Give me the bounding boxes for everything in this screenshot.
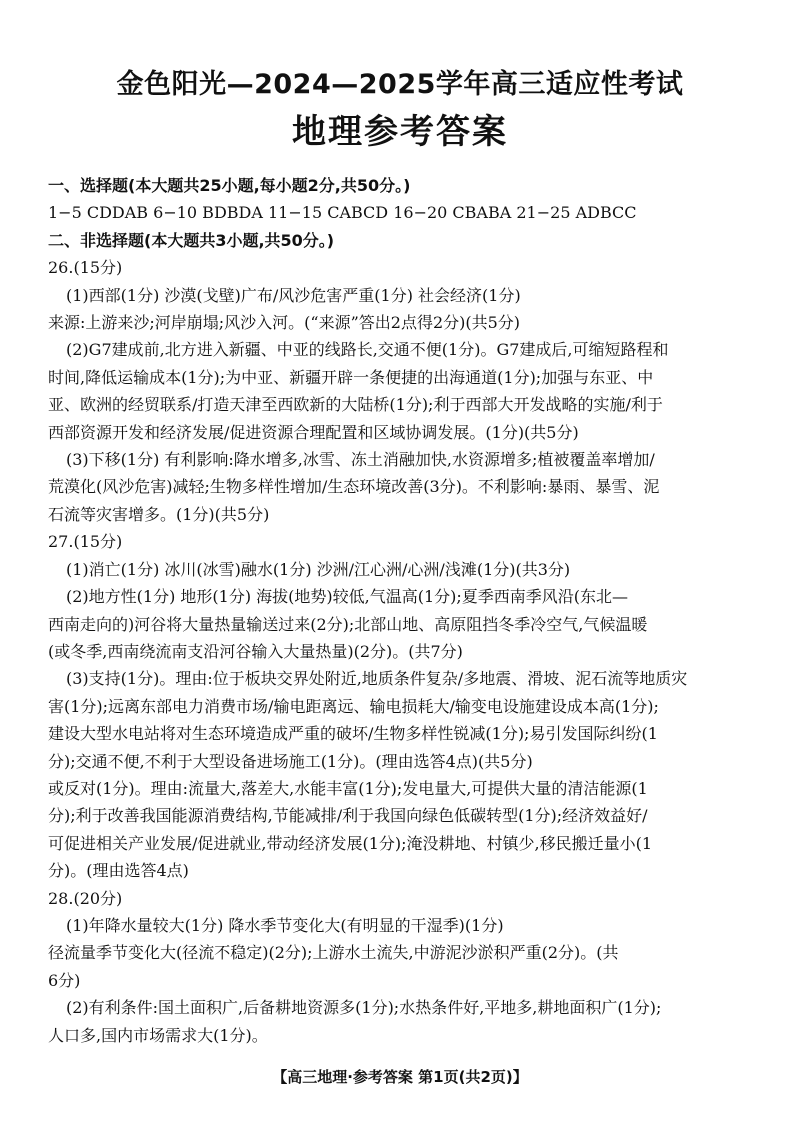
answer-line: 西部资源开发和经济发展/促进资源合理配置和区域协调发展。(1分)(共5分) bbox=[48, 422, 579, 442]
page-footer: 【高三地理·参考答案 第1页(共2页)】 bbox=[272, 1068, 528, 1086]
exam-title: 金色阳光—2024—2025学年高三适应性考试 bbox=[116, 69, 684, 100]
answer-line: 亚、欧洲的经贸联系/打造天津至西欧新的大陆桥(1分);利于西部大开发战略的实施/利于 bbox=[48, 395, 663, 415]
answer-line: (1)消亡(1分) 冰川(冰雪)融水(1分) 沙洲/江心洲/心洲/浅滩(1分)(共3分) bbox=[66, 559, 571, 579]
choice-answers: 1−5 CDDAB 6−10 BDBDA 11−15 CABCD 16−20 CBABA 21−25 ADBCC bbox=[48, 203, 637, 223]
answer-line: 荒漠化(风沙危害)减轻;生物多样性增加/生态环境改善(3分)。不利影响:暴雨、暴雪、泥 bbox=[48, 477, 660, 497]
answer-line: 或反对(1分)。理由:流量大,落差大,水能丰富(1分);发电量大,可提供大量的清洁能源(1 bbox=[48, 778, 648, 798]
answer-line: (1)年降水量较大(1分) 降水季节变化大(有明显的干湿季)(1分) bbox=[66, 915, 504, 935]
question-28-head: 28.(20分) bbox=[48, 888, 123, 908]
answer-line: 径流量季节变化大(径流不稳定)(2分);上游水土流失,中游泥沙淤积严重(2分)。(共 bbox=[48, 943, 619, 963]
answer-line: (2)G7建成前,北方进入新疆、中亚的线路长,交通不便(1分)。G7建成后,可缩短路程和 bbox=[66, 340, 669, 360]
answer-line: 害(1分);远离东部电力消费市场/输电距离远、输电损耗大/输变电设施建设成本高(1分); bbox=[48, 696, 659, 716]
question-27-head: 27.(15分) bbox=[48, 532, 123, 552]
question-26-head: 26.(15分) bbox=[48, 258, 123, 278]
answer-line: (或冬季,西南绕流南支沿河谷输入大量热量)(2分)。(共7分) bbox=[48, 641, 463, 661]
answer-line: 6分) bbox=[48, 970, 81, 990]
answer-line: (1)西部(1分) 沙漠(戈壁)广布/风沙危害严重(1分) 社会经济(1分) bbox=[66, 285, 521, 305]
document-title: 地理参考答案 bbox=[292, 112, 508, 152]
section-heading-choice: 一、选择题(本大题共25小题,每小题2分,共50分。) bbox=[48, 176, 411, 195]
answer-line: 分)。(理由选答4点) bbox=[48, 861, 189, 881]
answer-line: 分);交通不便,不利于大型设备进场施工(1分)。(理由选答4点)(共5分) bbox=[48, 751, 533, 771]
answer-line: 时间,降低运输成本(1分);为中亚、新疆开辟一条便捷的出海通道(1分);加强与东亚、中 bbox=[48, 367, 654, 387]
answer-line: 人口多,国内市场需求大(1分)。 bbox=[48, 1025, 268, 1045]
answer-line: 来源:上游来沙;河岸崩塌;风沙入河。(“来源”答出2点得2分)(共5分) bbox=[48, 313, 521, 333]
section-heading-nonchoice: 二、非选择题(本大题共3小题,共50分。) bbox=[48, 230, 335, 250]
answer-line: 可促进相关产业发展/促进就业,带动经济发展(1分);淹没耕地、村镇少,移民搬迁量小(1 bbox=[48, 833, 653, 853]
answer-line: 建设大型水电站将对生态环境造成严重的破坏/生物多样性锐减(1分);易引发国际纠纷(1 bbox=[48, 724, 658, 744]
answer-line: (2)有利条件:国土面积广,后备耕地资源多(1分);水热条件好,平地多,耕地面积广(1分); bbox=[66, 998, 662, 1018]
answer-line: (3)支持(1分)。理由:位于板块交界处附近,地质条件复杂/多地震、滑坡、泥石流等地质灾 bbox=[66, 669, 688, 689]
answer-line: 分);利于改善我国能源消费结构,节能减排/利于我国向绿色低碳转型(1分);经济效益好/ bbox=[48, 806, 648, 826]
answer-line: 石流等灾害增多。(1分)(共5分) bbox=[48, 504, 270, 524]
answer-line: (3)下移(1分) 有利影响:降水增多,冰雪、冻土消融加快,水资源增多;植被覆盖率增加/ bbox=[66, 450, 655, 470]
answer-content bbox=[48, 172, 760, 1049]
answer-line: (2)地方性(1分) 地形(1分) 海拔(地势)较低,气温高(1分);夏季西南季风沿(东北— bbox=[66, 587, 629, 607]
answer-line: 西南走向的)河谷将大量热量输送过来(2分);北部山地、高原阻挡冬季冷空气,气候温暖 bbox=[48, 614, 648, 634]
